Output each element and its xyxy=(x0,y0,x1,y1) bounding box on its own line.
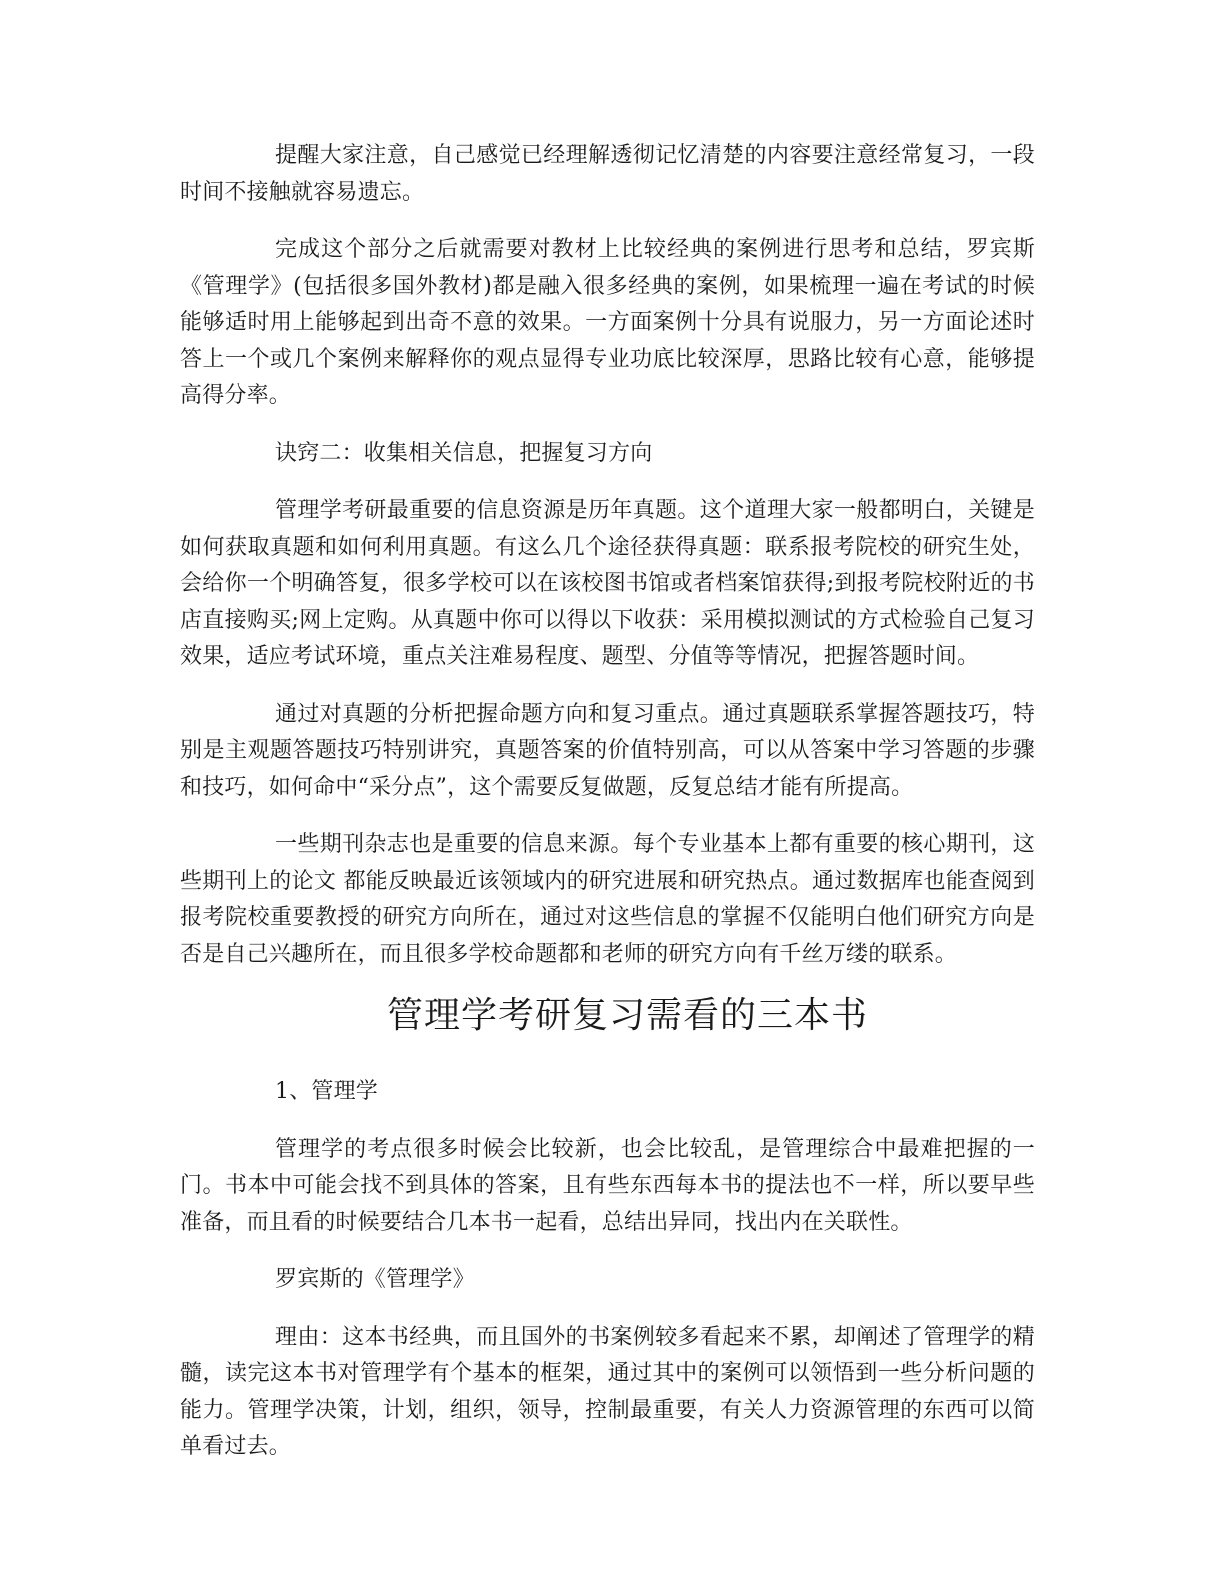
paragraph-review-reminder: 提醒大家注意，自己感觉已经理解透彻记忆清楚的内容要注意经常复习，一段时间不接触就容易遗忘。 xyxy=(180,143,1035,205)
subheading-robbins-book: 罗宾斯的《管理学》 xyxy=(275,1267,475,1292)
paragraph-exam-analysis: 通过对真题的分析把握命题方向和复习重点。通过真题联系掌握答题技巧，特别是主观题答题技巧特别讲究，真题答案的价值特别高，可以从答案中学习答题的步骤和技巧，如何命中“采分点”，这个需要反复做题，反复总结才能有所提高。 xyxy=(180,701,1035,800)
paragraph-past-exams: 管理学考研最重要的信息资源是历年真题。这个道理大家一般都明白，关键是如何获取真题和如何利用真题。有这么几个途径获得真题：联系报考院校的研究生处，会给你一个明确答复，很多学校可以在该校图书馆或者档案馆获得;到报考院校附近的书店直接购买;网上定购。从真题中你可以得以下收获：采用模拟测试的方式检验自己复习效果，适应考试环境，重点关注难易程度、题型、分值等等情况，把握答题时间。 xyxy=(180,498,1035,669)
paragraph-management-intro: 管理学的考点很多时候会比较新，也会比较乱，是管理综合中最难把握的一门。书本中可能会找不到具体的答案，且有些东西每本书的提法也不一样，所以要早些准备，而且看的时候要结合几本书一起看，总结出异同，找出内在关联性。 xyxy=(180,1136,1035,1235)
section-heading: 管理学考研复习需看的三本书 xyxy=(386,995,868,1036)
paragraph-journals: 一些期刊杂志也是重要的信息来源。每个专业基本上都有重要的核心期刊，这些期刊上的论文 都能反映最近该领域内的研究进展和研究热点。通过数据库也能查阅到报考院校重要教授的研究方向所在，通过对这些信息的掌握不仅能明白他们研究方向是否是自己兴趣所在，而且很多学校命题都和老师的研究方向有千丝万缕的联系。 xyxy=(180,832,1035,967)
subheading-tip-two: 诀窍二：收集相关信息，把握复习方向 xyxy=(275,440,653,466)
paragraph-robbins-reason: 理由：这本书经典，而且国外的书案例较多看起来不累，却阐述了管理学的精髓，读完这本书对管理学有个基本的框架，通过其中的案例可以领悟到一些分析问题的能力。管理学决策，计划，组织，领导，控制最重要，有关人力资源管理的东西可以简单看过去。 xyxy=(180,1324,1035,1459)
paragraph-case-study: 完成这个部分之后就需要对教材上比较经典的案例进行思考和总结，罗宾斯《管理学》(包括很多国外教材)都是融入很多经典的案例，如果梳理一遍在考试的时候能够适时用上能够起到出奇不意的效果。一方面案例十分具有说服力，另一方面论述时答上一个或几个案例来解释你的观点显得专业功底比较深厚，思路比较有心意，能够提高得分率。 xyxy=(180,237,1035,408)
subheading-management: 1、管理学 xyxy=(275,1079,378,1104)
document-page xyxy=(180,138,1035,1487)
